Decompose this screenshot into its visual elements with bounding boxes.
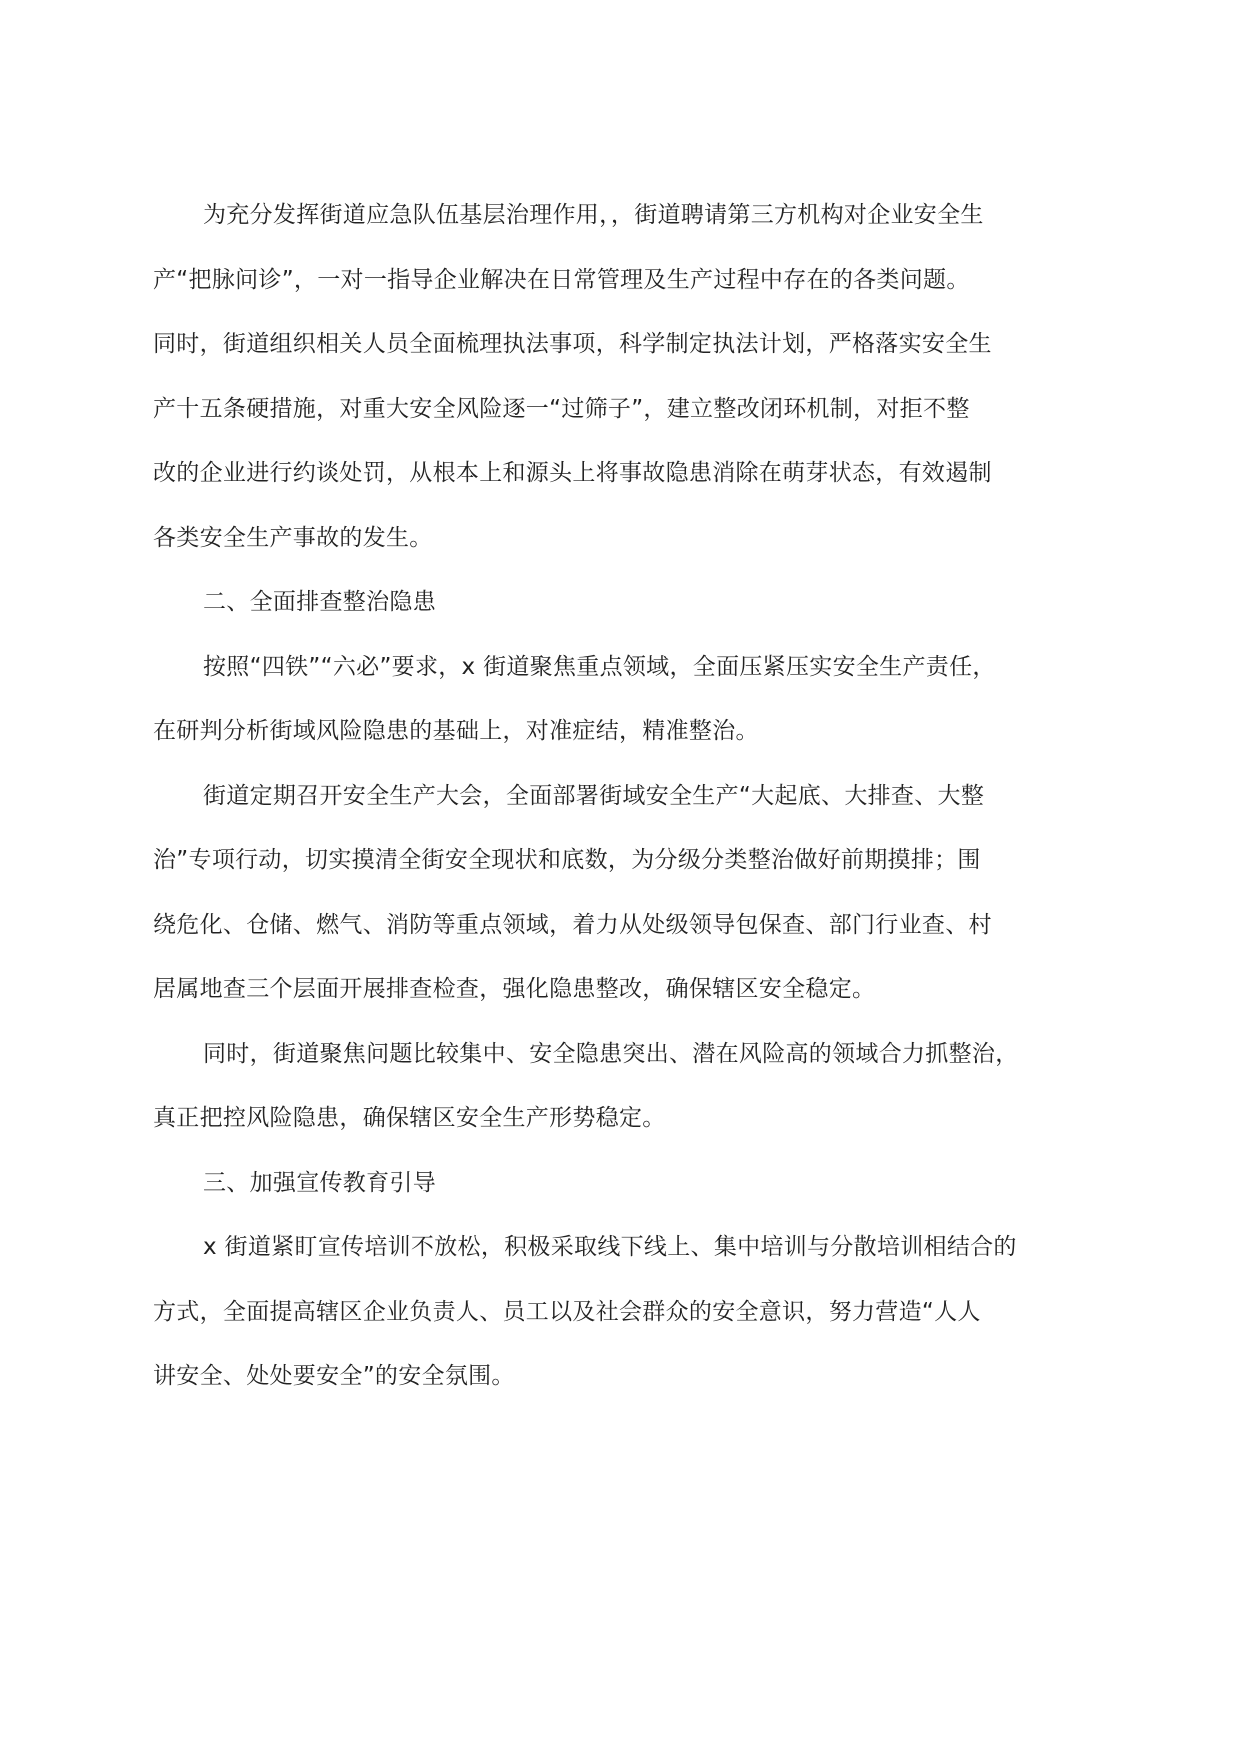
paragraph-line: 产“把脉问诊”，一对一指导企业解决在日常管理及生产过程中存在的各类问题。 <box>153 266 970 293</box>
paragraph-line: 治”专项行动，切实摸清全街安全现状和底数，为分级分类整治做好前期摸排；围 <box>153 847 981 873</box>
paragraph-line: 居属地查三个层面开展排查检查，强化隐患整改，确保辖区安全稳定。 <box>153 976 876 1002</box>
paragraph-line: 讲安全、处处要安全”的安全氛围。 <box>153 1363 515 1389</box>
paragraph-4 <box>153 1022 1088 1151</box>
paragraph-line: 同时，街道组织相关人员全面梳理执法事项，科学制定执法计划，严格落实安全生 <box>153 331 992 357</box>
paragraph-line: 为充分发挥街道应急队伍基层治理作用，，街道聘请第三方机构对企业安全生 <box>203 202 984 228</box>
paragraph-1 <box>153 183 1088 570</box>
document-body <box>153 183 1088 1409</box>
paragraph-line: 在研判分析街域风险隐患的基础上，对准症结，精准整治。 <box>153 718 759 744</box>
paragraph-line: 真正把控风险隐患，确保辖区安全生产形势稳定。 <box>153 1105 666 1131</box>
paragraph-line: 产十五条硬措施，对重大安全风险逐一“过筛子”，建立整改闭环机制，对拒不整 <box>153 395 970 422</box>
paragraph-line: 各类安全生产事故的发生。 <box>153 524 433 551</box>
paragraph-line: 方式，全面提高辖区企业负责人、员工以及社会群众的安全意识，努力营造“人人 <box>153 1298 981 1325</box>
paragraph-line: 改的企业进行约谈处罚，从根本上和源头上将事故隐患消除在萌芽状态，有效遏制 <box>153 460 992 486</box>
paragraph-line: 同时，街道聚焦问题比较集中、安全隐患突出、潜在风险高的领域合力抓整治， <box>203 1040 1019 1067</box>
paragraph-5 <box>153 1215 1088 1409</box>
paragraph-line: x 街道紧盯宣传培训不放松，积极采取线下线上、集中培训与分散培训相结合的 <box>203 1234 1017 1260</box>
paragraph-line: 绕危化、仓储、燃气、消防等重点领域，着力从处级领导包保查、部门行业查、村 <box>153 911 992 938</box>
paragraph-2 <box>153 635 1088 764</box>
section-heading-2: 二、全面排查整治隐患 <box>203 589 436 615</box>
paragraph-3 <box>153 764 1088 1022</box>
paragraph-line: 按照“四铁”“六必”要求，x 街道聚焦重点领域，全面压紧压实安全生产责任， <box>203 653 996 680</box>
paragraph-line: 街道定期召开安全生产大会，全面部署街域安全生产“大起底、大排查、大整 <box>203 782 985 809</box>
section-heading-3: 三、加强宣传教育引导 <box>203 1169 436 1196</box>
